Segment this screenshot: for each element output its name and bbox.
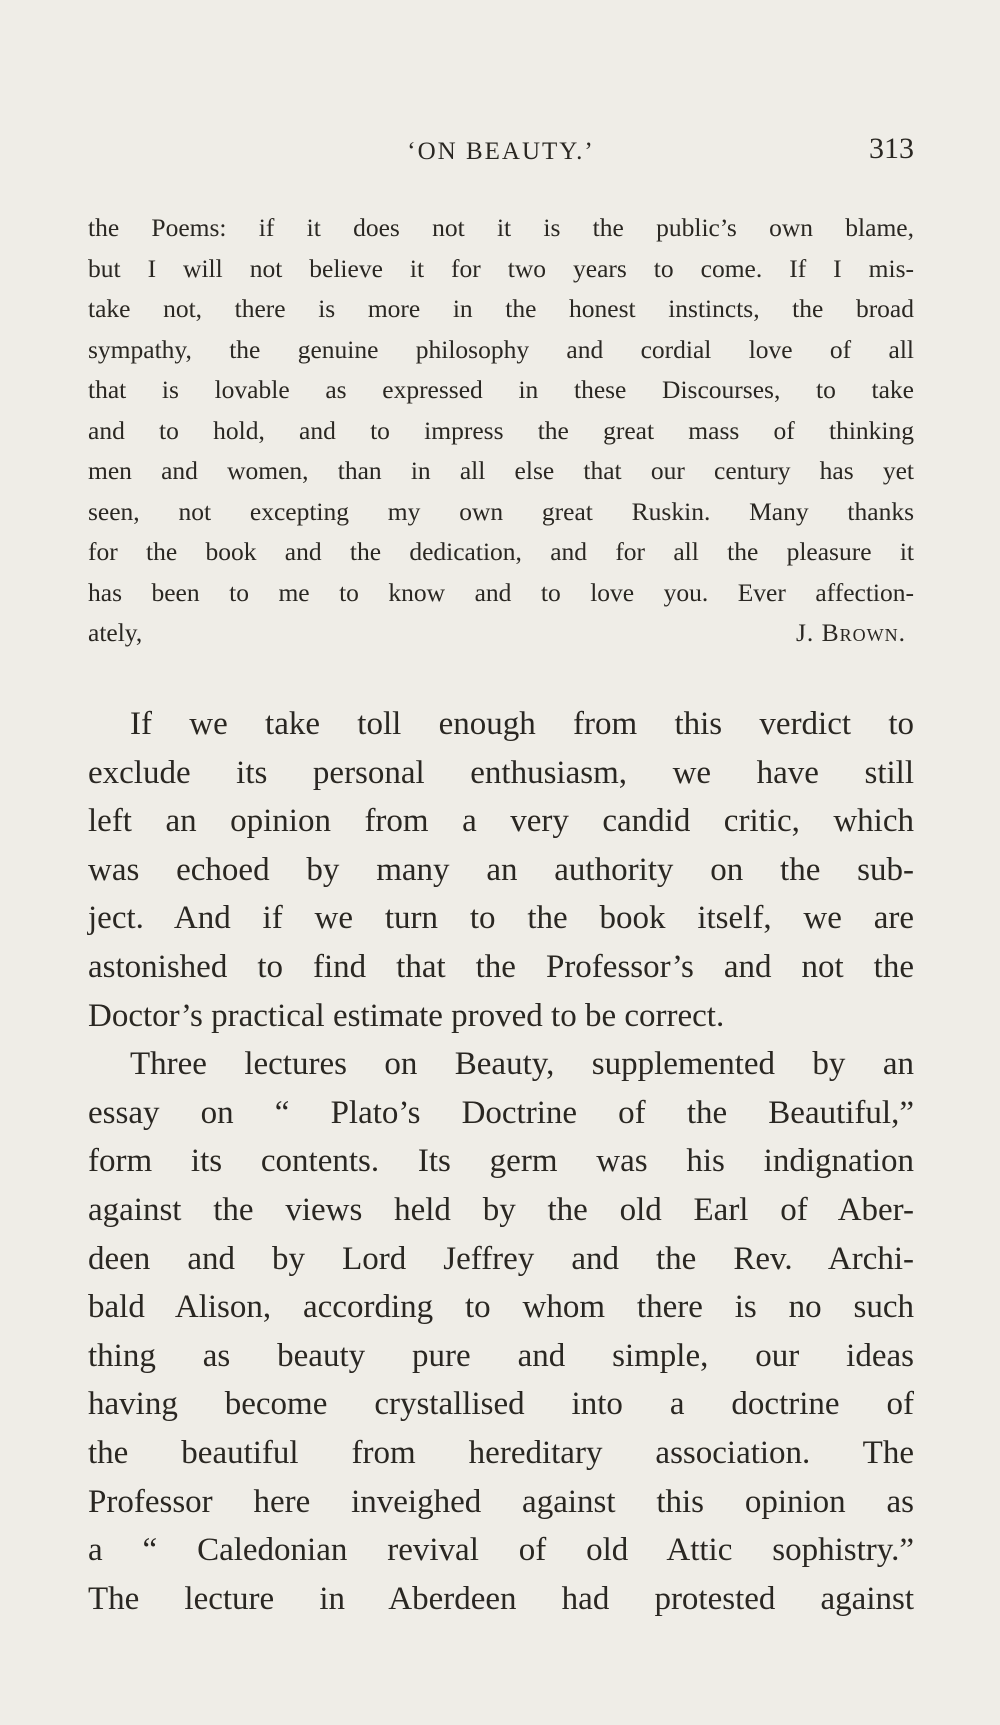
body-line: deen and by Lord Jeffrey and the Rev. Archi-: [88, 1240, 914, 1277]
body-line: exclude its personal enthusiasm, we have still: [88, 754, 914, 791]
body-line: Three lectures on Beauty, supplemented by an: [130, 1046, 914, 1083]
body-line: ject. And if we turn to the book itself, we are: [88, 900, 914, 937]
body-line: was echoed by many an authority on the sub-: [88, 851, 914, 888]
body-line: form its contents. Its germ was his indignation: [88, 1143, 914, 1180]
letter-line: seen, not excepting my own great Ruskin. Many thanks: [88, 496, 914, 526]
body-line: thing as beauty pure and simple, our ideas: [88, 1337, 914, 1374]
page-number: 313: [869, 132, 914, 165]
body-line: essay on “ Plato’s Doctrine of the Beautiful,”: [88, 1094, 914, 1131]
body-text: [88, 700, 914, 1623]
letter-closing: [88, 613, 914, 654]
letter-line: take not, there is more in the honest instincts, the broad: [88, 294, 914, 323]
letter-line: the Poems: if it does not it is the public’s own blame,: [88, 213, 914, 242]
body-line: the beautiful from hereditary association. The: [88, 1434, 914, 1471]
body-line: Professor here inveighed against this opinion as: [88, 1483, 914, 1520]
letter-line: men and women, than in all else that our century has yet: [88, 456, 914, 485]
body-line: left an opinion from a very candid critic, which: [88, 803, 914, 840]
body-line: If we take toll enough from this verdict to: [130, 706, 914, 742]
body-line: a “ Caledonian revival of old Attic sophistry.”: [88, 1532, 914, 1569]
body-line: Doctor’s practical estimate proved to be correct.: [88, 997, 725, 1034]
body-line: The lecture in Aberdeen had protested against: [88, 1580, 914, 1617]
letter-line: has been to me to know and to love you. Ever affection-: [88, 577, 914, 607]
letter-line: for the book and the dedication, and for all the pleasure it: [88, 537, 914, 566]
body-line: astonished to find that the Professor’s and not the: [88, 948, 914, 985]
letter-line: that is lovable as expressed in these Discourses, to take: [88, 375, 914, 404]
body-line: having become crystallised into a doctrine of: [88, 1386, 914, 1423]
letter-quotation: [88, 208, 914, 654]
body-line: against the views held by the old Earl of Aber-: [88, 1191, 914, 1228]
paragraph-2: [88, 1040, 914, 1623]
letter-signature: J. Brown.: [795, 618, 906, 647]
letter-line: but I will not believe it for two years to come. If I mis-: [88, 253, 914, 283]
page-header: [88, 132, 914, 172]
body-line: bald Alison, according to whom there is no such: [88, 1289, 914, 1326]
letter-closing-word: ately,: [88, 618, 143, 647]
paragraph-1: [88, 700, 914, 1040]
letter-line: sympathy, the genuine philosophy and cordial love of all: [88, 334, 914, 364]
letter-line: and to hold, and to impress the great mass of thinking: [88, 415, 914, 445]
running-head: ‘ON BEAUTY.’: [407, 138, 595, 165]
